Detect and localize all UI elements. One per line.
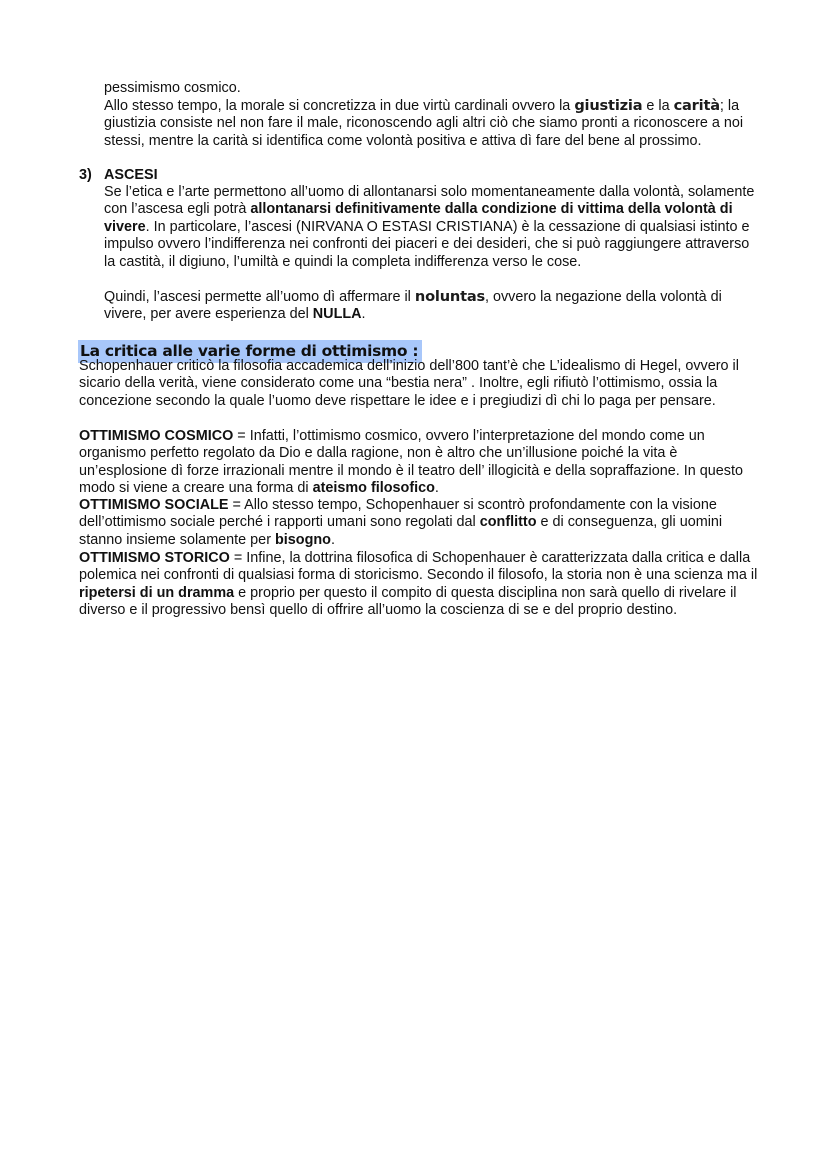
storico-bold: ripetersi di un dramma	[79, 584, 235, 601]
noluntas-paragraph	[104, 288, 764, 324]
sociale-text-a: = Allo stesso tempo, Schopenhauer si scontrò profondamente con la visione dell’ottimismo sociale perché i rapporti umani sono regolati dal	[79, 497, 717, 531]
intro-line: pessimismo cosmico.	[104, 80, 241, 96]
noluntas-term: noluntas	[414, 288, 485, 305]
noluntas-text-a: Quindi, l’ascesi permette all’uomo dì affermare il	[104, 289, 415, 305]
ottimismo-storico-paragraph	[79, 550, 769, 620]
storico-text-a: = Infine, la dottrina filosofica di Schopenhauer è caratterizzata dalla critica e dalla polemica nei confronti di qualsiasi forma di storicismo. Secondo il filosofo, la storia non è una scienza ma il	[79, 550, 758, 584]
ascesi-bold: allontanarsi definitivamente dalla condizione di vittima della volontà di vivere	[104, 201, 733, 235]
storico-label: OTTIMISMO STORICO	[79, 550, 230, 566]
ottimismo-cosmico-paragraph	[79, 428, 769, 498]
carita-term: carità	[673, 97, 720, 114]
sociale-end: .	[330, 531, 335, 548]
critica-intro: Schopenhauer criticò la filosofia accademica dell’inizio dell’800 tant’è che L’idealismo di Hegel, ovvero il sicario della verità, viene considerato come una “bestia nera” . Inoltre, egli rifiutò l’ottimismo, ossia la concezione secondo la quale l’uomo deve rispettare le idee e i pregiudizi dì chi lo paga per pensare.	[79, 358, 739, 409]
section-heading: La critica alle varie forme di ottimismo :	[78, 340, 422, 363]
sociale-label: OTTIMISMO SOCIALE	[79, 497, 229, 513]
giustizia-term: giustizia	[574, 97, 643, 114]
virtues-text-a: Allo stesso tempo, la morale si concretizza in due virtù cardinali ovvero la	[104, 98, 575, 114]
virtues-paragraph	[104, 97, 764, 150]
virtues-text-b: e la	[642, 98, 674, 114]
nulla-term: NULLA	[312, 306, 362, 323]
cosmico-end: .	[434, 480, 439, 497]
storico-text-b: e proprio per questo il compito di questa disciplina non sarà quello di rivelare il diverso e il progressivo bensì quello di offrire all’uomo la coscienza di se e del proprio destino.	[79, 584, 737, 619]
sociale-bold-bisogno: bisogno	[274, 531, 331, 548]
ottimismo-sociale-paragraph	[79, 497, 769, 549]
cosmico-text: = Infatti, l’ottimismo cosmico, ovvero l’interpretazione del mondo come un organismo perfetto regolato da Dio e dalla ragione, non è altro che un’illusione poiché la vita è un’esplosione dì forze irrazionali mentre il mondo è il teatro dell’ illogicità e della sopraffazione. In questo modo si viene a creare una forma di	[79, 428, 743, 497]
sociale-bold-conflitto: conflitto	[479, 514, 537, 531]
virtues-text-c: ; la giustizia consiste nel non fare il male, riconoscendo agli altri ciò che siamo pronti a riconoscere a noi stessi, mentre la carità si identifica come volontà positiva e attiva dì fare del bene al prossimo.	[104, 98, 744, 149]
cosmico-label: OTTIMISMO COSMICO	[79, 428, 234, 444]
cosmico-bold: ateismo filosofico	[312, 480, 435, 497]
ascesi-text-c: . In particolare, l’ascesi (NIRVANA O ESTASI CRISTIANA) è la cessazione di qualsiasi istinto e impulso ovvero l’indifferenza nei confronti dei piaceri e dei desideri, che si può raggiungere attraverso la castità, il digiuno, l’umiltà e quindi la completa indifferenza verso le cose.	[104, 218, 750, 270]
sociale-text-b: e di conseguenza, gli uomini stanno insieme solamente per	[79, 514, 723, 548]
ascesi-paragraph	[104, 184, 764, 271]
ascesi-title: ASCESI	[104, 167, 158, 183]
list-number: 3)	[79, 167, 92, 183]
noluntas-text-b: , ovvero la negazione della volontà di vivere, per avere esperienza del	[104, 289, 722, 323]
ascesi-text-a: Se l’etica e l’arte permettono all’uomo di allontanarsi solo momentaneamente dalla volontà, solamente con l’ascesa egli potrà	[104, 184, 755, 218]
noluntas-text-c: .	[361, 306, 366, 323]
